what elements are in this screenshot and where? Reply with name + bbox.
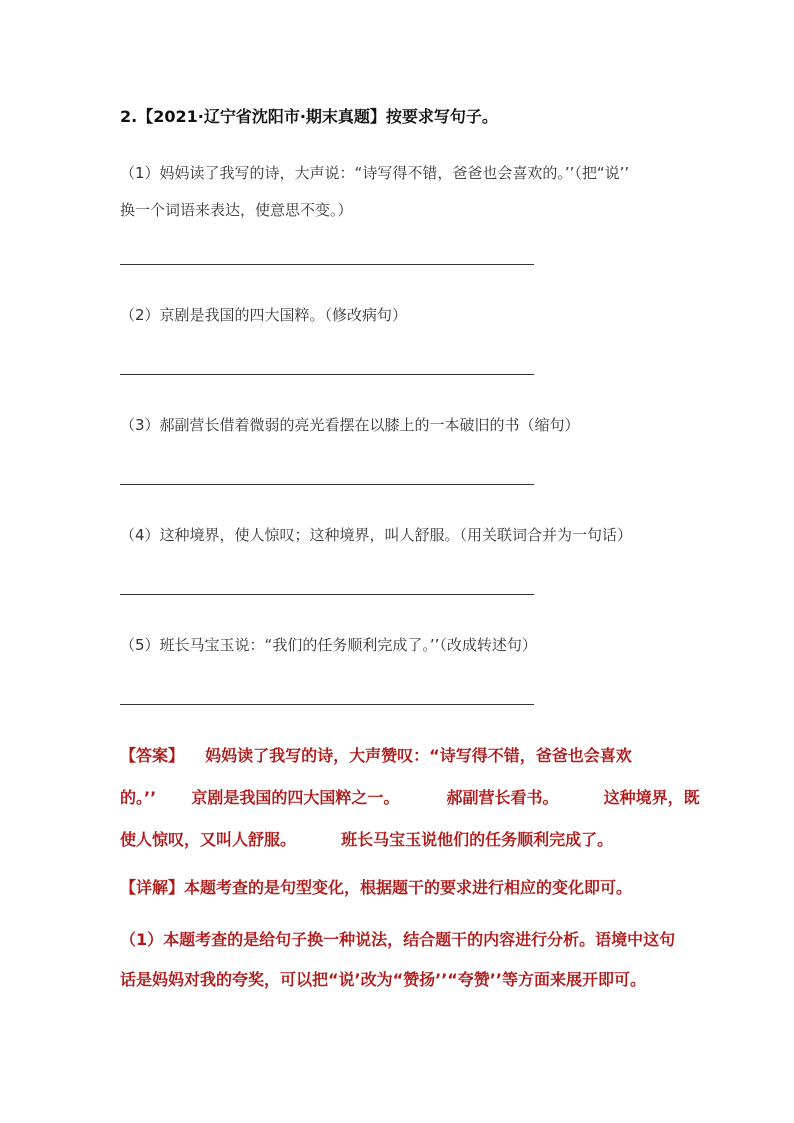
question-1-line-1: （1）妈妈读了我写的诗，大声说：“诗写得不错，爸爸也会喜欢的。’’（把“说’’ [120, 164, 630, 182]
question-5: （5）班长马宝玉说：“我们的任务顺利完成了。’’（改成转述句） [120, 636, 537, 654]
detail-line-1 [120, 875, 700, 898]
answer-label: 【答案】 [120, 746, 185, 765]
answer-text-2b: 京剧是我国的四大国粹之一。 [191, 788, 400, 807]
detail-text: 本题考查的是句型变化，根据题干的要求进行相应的变化即可。 [184, 878, 633, 897]
answer-text-2c: 郝副营长看书。 [446, 788, 559, 807]
answer-line-a3 [120, 827, 700, 850]
detail-label: 【详解】 [120, 878, 185, 897]
question-4: （4）这种境界，使人惊叹；这种境界，叫人舒服。（用关联词合并为一句话） [120, 526, 633, 544]
question-title: 2.【2021·辽宁省沈阳市·期末真题】按要求写句子。 [120, 107, 498, 126]
question-1-line-2: 换一个词语来表达，使意思不变。） [120, 201, 353, 219]
answer-line-a2 [120, 785, 700, 808]
answer-text-1: 妈妈读了我写的诗，大声赞叹：“诗写得不错，爸爸也会喜欢 [205, 746, 632, 765]
answer-line-4 [120, 594, 534, 595]
answer-line-1 [120, 264, 534, 265]
answer-text-3a: 使人惊叹，又叫人舒服。 [120, 830, 297, 849]
answer-text-3b: 班长马宝玉说他们的任务顺利完成了。 [341, 830, 614, 849]
detail-line-2: （1）本题考查的是给句子换一种说法，结合题干的内容进行分析。语境中这句 [120, 930, 676, 949]
detail-line-3: 话是妈妈对我的夸奖，可以把“说’改为“赞扬’’“夸赞’’等方面来展开即可。 [120, 970, 646, 989]
question-3: （3）郝副营长借着微弱的亮光看摆在以膝上的一本破旧的书（缩句） [120, 416, 580, 434]
answer-line-2 [120, 374, 534, 375]
question-2: （2）京剧是我国的四大国粹。（修改病句） [120, 306, 408, 324]
answer-text-2d: 这种境界，既 [603, 788, 700, 807]
answer-line-5 [120, 704, 534, 705]
answer-text-2a: 的。’’ [120, 788, 157, 807]
answer-line-3 [120, 484, 534, 485]
answer-line-a1 [120, 743, 700, 766]
